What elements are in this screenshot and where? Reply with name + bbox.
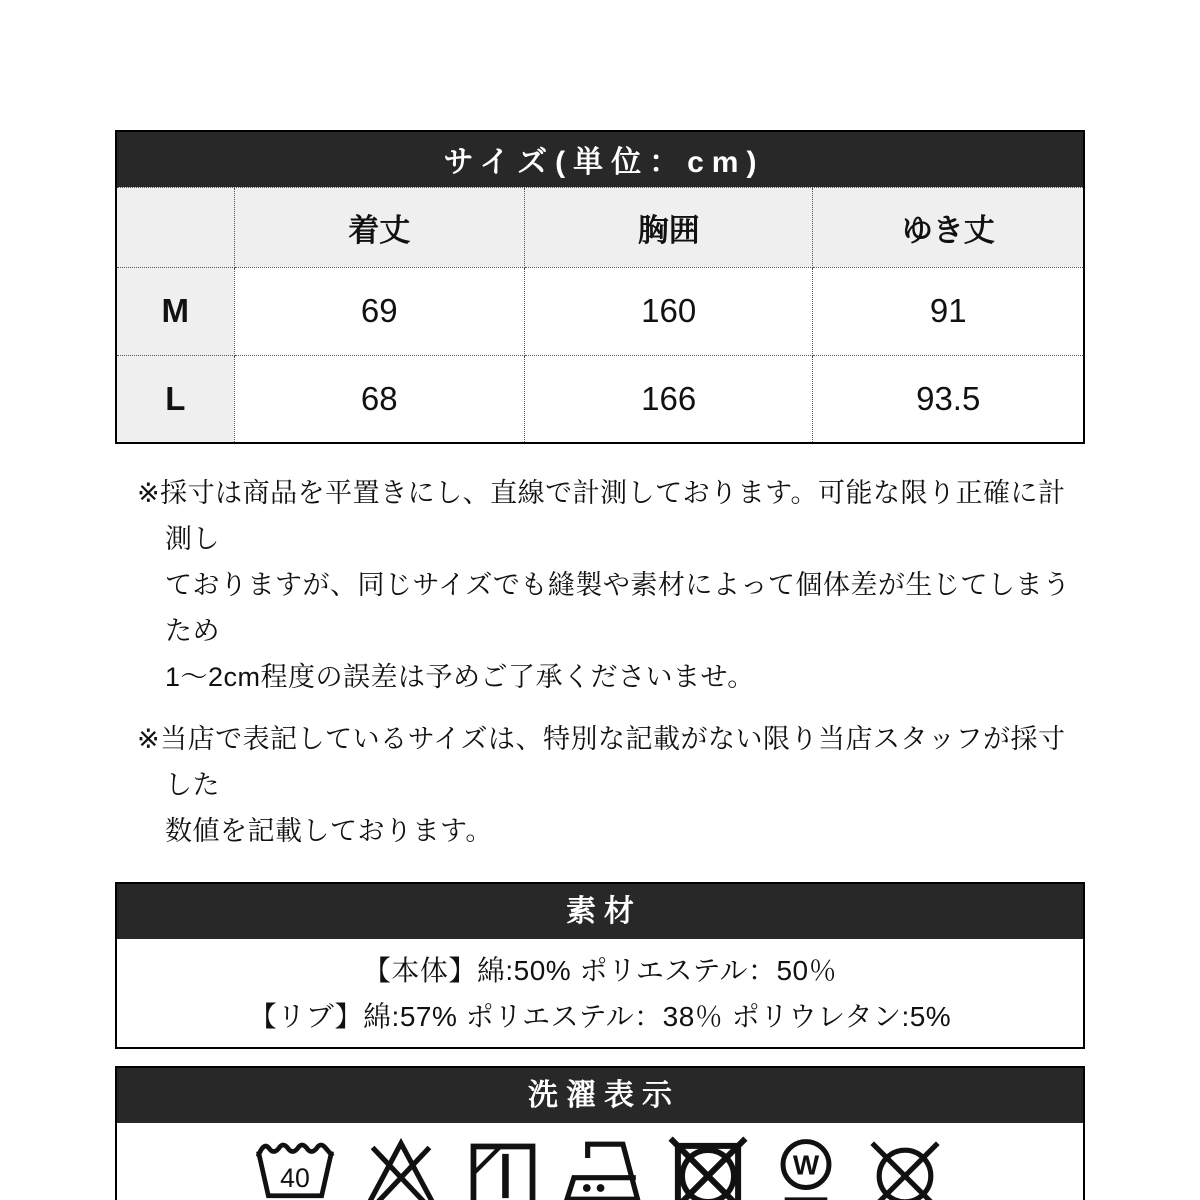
cell-m-sleeve: 91	[813, 267, 1084, 355]
column-header-sleeve: ゆき丈	[813, 187, 1084, 267]
svg-text:W: W	[792, 1149, 820, 1181]
wash-40-gentle-icon	[250, 1133, 340, 1200]
staff-measured-note: ※当店で表記しているサイズは、特別な記載がない限り当店スタッフが採寸した 数値を記載しております。	[137, 724, 1066, 846]
cell-m-chest: 160	[524, 267, 812, 355]
material-rib-fabric: 【リブ】綿:57% ポリエステル：38％ ポリウレタン:5%	[248, 1001, 952, 1032]
column-header-body-length: 着丈	[234, 187, 524, 267]
iron-medium-icon	[557, 1133, 651, 1200]
no-bleach-icon	[353, 1133, 449, 1200]
laundry-symbols-row	[117, 1123, 1083, 1200]
wet-clean-gentle-icon	[765, 1133, 847, 1200]
material-section-title: 素材	[117, 884, 1083, 939]
table-row-size-l	[116, 355, 1084, 443]
laundry-section	[115, 1066, 1085, 1200]
cell-m-body-length: 69	[234, 267, 524, 355]
row-label-m: M	[116, 267, 234, 355]
column-header-chest: 胸囲	[524, 187, 812, 267]
measurement-disclaimer-note: ※採寸は商品を平置きにし、直線で計測しております。可能な限り正確に計測し ておりますが、同じサイズでも縫製や素材によって個体差が生じてしまうため 1〜2cm程度の誤差は予めご了承くださいませ。	[137, 478, 1071, 692]
size-table-header-row	[116, 187, 1084, 267]
size-table-title: サイズ(単位：cm)	[116, 131, 1084, 187]
product-spec-page	[115, 0, 1085, 1200]
size-table-title-row	[116, 131, 1084, 187]
material-main-fabric: 【本体】綿:50% ポリエステル：50％	[362, 955, 838, 986]
line-dry-shade-icon	[462, 1133, 544, 1200]
cell-l-sleeve: 93.5	[813, 355, 1084, 443]
cell-l-body-length: 68	[234, 355, 524, 443]
no-dry-clean-icon	[860, 1133, 950, 1200]
row-label-l: L	[116, 355, 234, 443]
no-tumble-dry-icon	[664, 1133, 752, 1200]
svg-text:40: 40	[280, 1163, 310, 1194]
size-table	[115, 130, 1085, 444]
cell-l-chest: 166	[524, 355, 812, 443]
material-body	[117, 939, 1083, 1047]
table-row-size-m	[116, 267, 1084, 355]
material-section	[115, 882, 1085, 1049]
laundry-section-title: 洗濯表示	[117, 1068, 1083, 1123]
size-table-corner-cell	[116, 187, 234, 267]
